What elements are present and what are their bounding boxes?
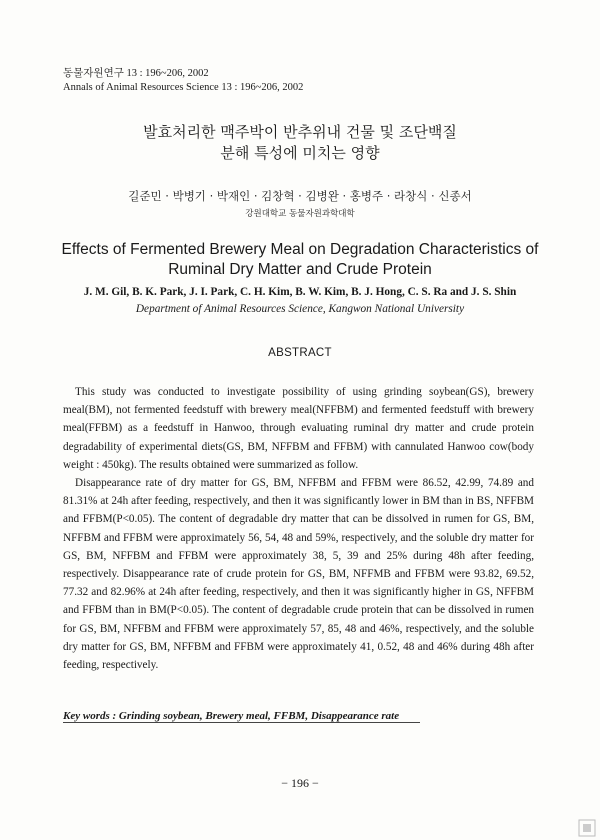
english-affiliation: Department of Animal Resources Science, Kangwon National University bbox=[135, 303, 465, 315]
korean-title-line-2: 분해 특성에 미치는 영향 bbox=[220, 144, 380, 162]
english-title bbox=[0, 240, 600, 280]
korean-title bbox=[0, 122, 600, 164]
keywords: Key words : Grinding soybean, Brewery meal, FFBM, Disappearance rate bbox=[63, 710, 400, 722]
corner-mark-icon bbox=[577, 818, 597, 838]
page-number: − 196 − bbox=[281, 776, 319, 790]
korean-title-line-1: 발효처리한 맥주박이 반추위내 건물 및 조단백질 bbox=[143, 123, 457, 141]
journal-citation-ko: 동물자원연구 13 : 196~206, 2002 bbox=[63, 68, 209, 79]
abstract-paragraph: Disappearance rate of dry matter for GS, BM, NFFBM and FFBM were 86.52, 42.99, 74.89 and 81.31% at 24h after feeding, respectively, and then it was significantly lower in BM than in BS, NFFBM and FFBM(P<0.05). The content of degradable dry matter that can be dissolved in rumen for GS, BM, NFFBM and FFBM were approximately 56, 54, 48 and 59%, respectively, and the soluble dry matter for GS, BM, NFFBM and FFBM were approximately 38, 5, 39 and 25% during 48h after feeding, respectively. Disappearance rate of crude protein for GS, BM, NFFMB and FFBM were 93.82, 69.52, 77.32 and 82.96% at 24h after feeding, respectively, and then it was significantly higher in GS, NFFBM and FFBM than in BM(P<0.05). The content of degradable crude protein that can be dissolved in rumen for GS, BM, NFFBM and FFBM were approximately 57, 85, 48 and 46%, respectively, and the soluble dry matter for GS, BM, NFFBM and FFBM were approximately 41, 0.52, 48 and 46% during 48h after feeding, respectively. bbox=[63, 477, 534, 672]
korean-affiliation: 강원대학교 동물자원과학대학 bbox=[245, 209, 355, 219]
journal-citation-en: Annals of Animal Resources Science 13 : 196~206, 2002 bbox=[63, 82, 304, 93]
abstract-body bbox=[63, 383, 534, 674]
abstract-heading: ABSTRACT bbox=[268, 347, 332, 359]
abstract-paragraph: This study was conducted to investigate possibility of using grinding soybean(GS), brewery meal(BM), not fermented feedstuff with brewery meal(NFFBM) and fermented feedstuff with brewery meal(FFBM) as a feedstuff in Hanwoo, through evaluating ruminal dry matter and crude protein degradability of experimental diets(GS, BM, NFFBM and FFBM) with cannulated Hanwoo cow(body weight : 450kg). The results obtained were summarized as follow. bbox=[63, 386, 534, 471]
keywords-underline bbox=[63, 722, 420, 723]
korean-authors: 길준민 · 박병기 · 박재인 · 김창혁 · 김병완 · 홍병주 · 라창식 · 신종서 bbox=[128, 189, 472, 203]
english-title-line-2: Ruminal Dry Matter and Crude Protein bbox=[168, 261, 432, 278]
english-authors: J. M. Gil, B. K. Park, J. I. Park, C. H. Kim, B. W. Kim, B. J. Hong, C. S. Ra and J. S. Shin bbox=[83, 286, 517, 298]
english-title-line-1: Effects of Fermented Brewery Meal on Degradation Characteristics of bbox=[61, 241, 539, 258]
